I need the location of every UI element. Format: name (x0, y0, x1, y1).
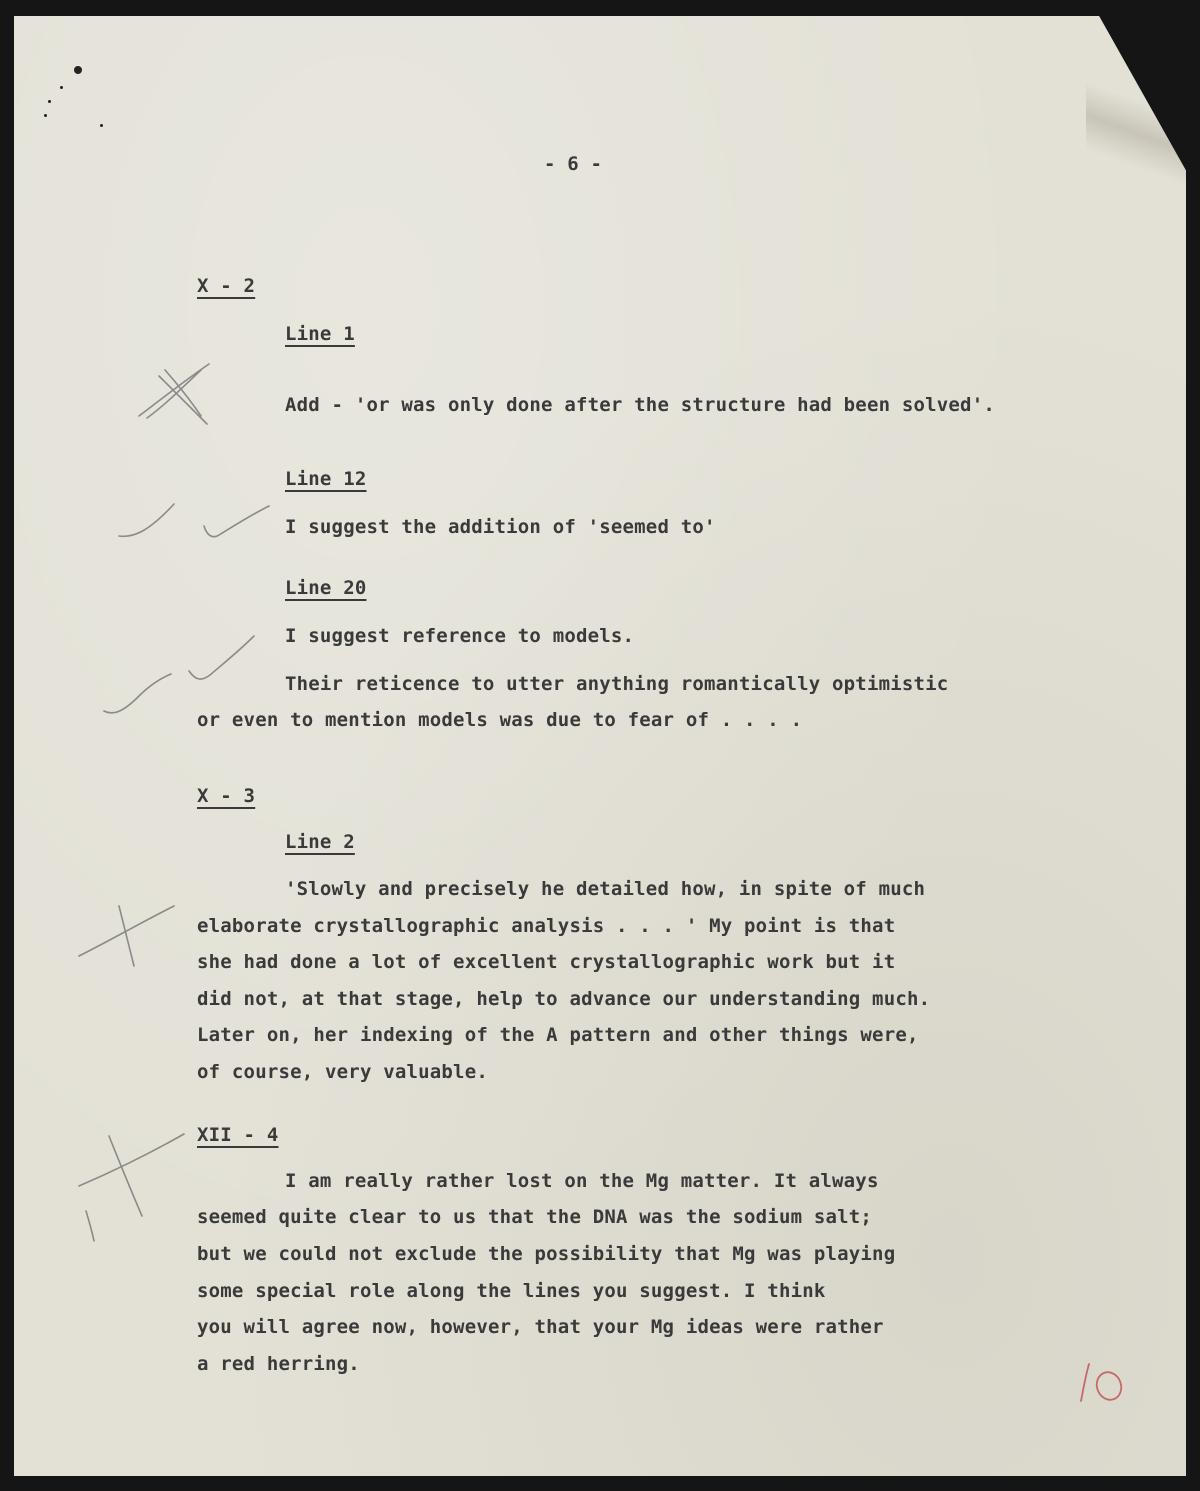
paragraph-line: some special role along the lines you suggest. I think (197, 1280, 826, 1302)
folded-corner (1098, 14, 1188, 174)
paragraph-line: or even to mention models was due to fear of . . . . (197, 709, 803, 731)
line-label: Line 2 (285, 831, 355, 853)
pencil-cross-mark (129, 356, 219, 436)
page-number: - 6 - (544, 153, 603, 175)
ink-speck (60, 86, 63, 89)
ink-speck (74, 66, 82, 74)
paragraph-line: I am really rather lost on the Mg matter. It always (285, 1170, 879, 1192)
pencil-tick-mark (114, 496, 184, 546)
document-page (14, 16, 1186, 1476)
paragraph-line: elaborate crystallographic analysis . . . ' My point is that (197, 915, 896, 937)
line-label: Line 1 (285, 323, 355, 345)
section-heading-x2: X - 2 (197, 275, 256, 297)
paragraph-line: she had done a lot of excellent crystallographic work but it (197, 951, 896, 973)
paragraph-line: 'Slowly and precisely he detailed how, in spite of much (285, 878, 926, 900)
pencil-cross-mark (74, 891, 184, 971)
line-label: Line 20 (285, 577, 367, 599)
ink-speck (100, 124, 103, 127)
red-pencil-folio-number (1069, 1356, 1139, 1416)
paragraph-line: Later on, her indexing of the A pattern and other things were, (197, 1024, 919, 1046)
comment-text: Add - 'or was only done after the structure had been solved'. (285, 394, 995, 416)
pencil-tick-mark (184, 631, 264, 691)
paragraph-line: but we could not exclude the possibility that Mg was playing (197, 1243, 896, 1265)
ink-speck (44, 114, 47, 117)
section-heading-x3: X - 3 (197, 785, 256, 807)
comment-text: I suggest the addition of 'seemed to' (285, 516, 716, 538)
pencil-tick-mark (199, 501, 279, 551)
ink-speck (48, 100, 51, 103)
paragraph-line: seemed quite clear to us that the DNA was the sodium salt; (197, 1206, 873, 1228)
section-heading-xii4: XII - 4 (197, 1124, 279, 1146)
paragraph-line: did not, at that stage, help to advance our understanding much. (197, 988, 931, 1010)
pencil-tick-mark (99, 671, 179, 731)
paragraph-line: a red herring. (197, 1353, 360, 1375)
pencil-cross-mark (74, 1116, 194, 1246)
comment-text: I suggest reference to models. (285, 625, 635, 647)
paragraph-line: of course, very valuable. (197, 1061, 488, 1083)
line-label: Line 12 (285, 468, 367, 490)
paragraph-line: Their reticence to utter anything romantically optimistic (285, 673, 949, 695)
paragraph-line: you will agree now, however, that your Mg ideas were rather (197, 1316, 884, 1338)
